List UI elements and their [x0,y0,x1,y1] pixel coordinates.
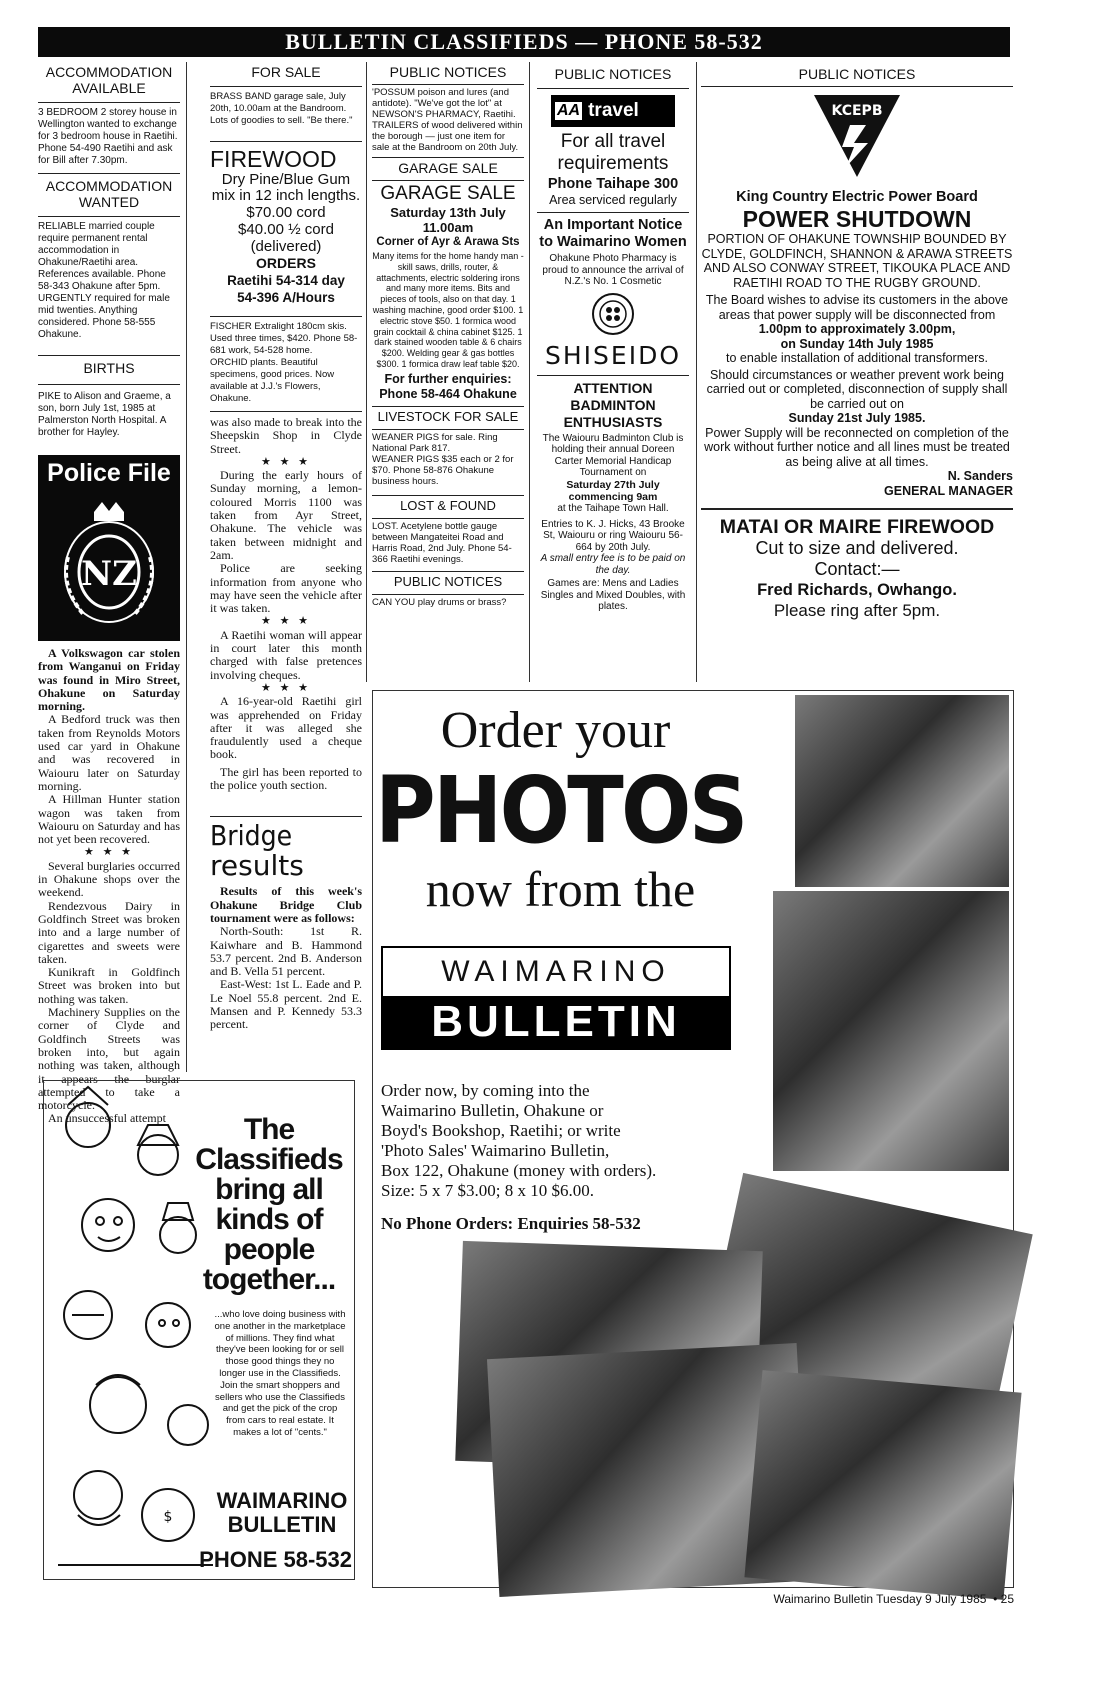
column-public-notices-2 [537,62,689,682]
section-heading-livestock: LIVESTOCK FOR SALE [377,408,519,424]
matai-title: MATAI OR MAIRE FIREWOOD [719,516,995,538]
kcepb-logo-text: KCEPB [831,103,883,119]
separator-stars: ★ ★ ★ [260,455,312,468]
badminton-place: at the Taihape Town Hall. [557,502,669,514]
police-file-title: Police File [47,459,171,487]
police-crest-icon [54,497,164,627]
classifieds-banner: BULLETIN CLASSIFIEDS — PHONE 58-532 [38,27,1010,57]
story-paragraph: Kunikraft in Goldfinch Street was broken into but nothing was taken. [38,965,180,1006]
shutdown-advice: The Board wishes to advise its customers in the above areas that power supply will be disconnected from [705,293,1009,322]
headline-line: together... [202,1263,336,1296]
police-file-box [38,455,180,641]
body-line: Box 122, Ohakune (money with orders). [381,1161,657,1180]
column-accommodation [38,62,180,1126]
classified-ad: CAN YOU play drums or brass? [372,596,507,608]
body-line: Size: 5 x 7 $3.00; 8 x 10 $6.00. [381,1181,594,1200]
classified-ad: ORCHID plants. Beautiful specimens, good prices. Now available at J.J.'s Flowers, Ohakune. [210,357,335,404]
section-heading-public-notices: PUBLIC NOTICES [389,64,507,80]
classifieds-promo-ad [43,1080,355,1580]
classifieds-publication-name [216,1489,348,1537]
badminton-title: ATTENTION BADMINTON ENTHUSIASTS [563,379,663,430]
body-line: 'Photo Sales' Waimarino Bulletin, [381,1141,610,1160]
badminton-text: The Waiouru Badminton Club is holding their annual Doreen Carter Memorial Handicap Tournament on [542,432,684,478]
girls-photo [773,891,1009,1171]
column-public-notices-1 [372,62,524,682]
garage-sale-place: Corner of Ayr & Arawa Sts [376,236,520,248]
body-line: Waimarino Bulletin, Ohakune or [381,1101,604,1120]
section-heading-public-notices: PUBLIC NOTICES [798,66,916,82]
headline-line: people [223,1233,315,1266]
shutdown-reconnect: Power Supply will be reconnected on completion of the work without further notice and all lines must be treated as being alive at all times. [704,425,1010,469]
garage-sale-enquiries: For further enquiries: [384,371,512,386]
firewood-line: Raetihi 54-314 day [227,273,345,288]
shutdown-weather: Should circumstances or weather prevent work being carried out or completed, disconnection of supply shall be carried out on [706,367,1008,411]
matai-firewood-ad [701,516,1013,621]
aa-travel-word: travel [588,100,639,121]
firewood-line: 54-396 A/Hours [237,290,335,305]
shutdown-time: 1.00pm to approximately 3.00pm, [758,322,956,336]
firewood-ad [210,146,362,306]
shutdown-date: on Sunday 14th July 1985 [780,336,934,351]
firewood-line: (delivered) [250,238,322,255]
story-lead: A Volkswagon car stolen from Wanganui on Friday was found in Miro Street, Ohakune on Saturday morning. [38,646,180,714]
headline-line: kinds of [215,1203,323,1236]
police-file-story-continued [210,416,362,792]
aa-logo-icon: AA [557,102,581,119]
masthead-bulletin: BULLETIN [383,996,729,1048]
classified-ad: 'POSSUM poison and lures (and antidote). "We've got the lot" at NEWSON'S PHARMACY, Raetihi. [372,87,516,120]
section-heading-public-notices: PUBLIC NOTICES [554,66,672,82]
bulletin-masthead [381,946,731,1050]
photos-ad-line-3: now from the [425,861,696,917]
body-line: Boyd's Bookshop, Raetihi; or write [381,1121,621,1140]
badminton-ad [537,380,689,613]
signature-title: GENERAL MANAGER [884,483,1013,498]
power-shutdown-notice [701,89,1013,498]
section-heading-lost-found: LOST & FOUND [400,497,496,513]
matai-line: Contact:— [814,559,900,579]
story-paragraph: A Raetihi woman will appear in court later this month charged with false pretences involving cheques. [210,627,362,682]
story-paragraph: The girl has been reported to the police youth section. [210,764,362,793]
bridge-results [210,821,362,1031]
publication-name-line: WAIMARINO [216,1488,348,1513]
garage-sale-phone: Phone 58-464 Ohakune [379,386,517,401]
aa-travel-area: Area serviced regularly [549,193,677,207]
section-heading-births: BIRTHS [83,360,135,376]
column-public-notices-3 [701,62,1013,682]
aa-travel-line: For all travel requirements [557,131,669,174]
story-paragraph: was also made to break into the Sheepskin Shop in Clyde Street. [210,415,362,456]
classified-ad: RELIABLE married couple require permanent rental accommodation in Ohakune/Raetihi area. References available. Phone 58-343 Ohakune after 5pm. [38,221,166,292]
shutdown-area: PORTION OF OHAKUNE TOWNSHIP BOUNDED BY CLYDE, GOLDFINCH, SHANNON & ARAWA STREETS AND ALSO CONWAY STREET, TIKOUKA PLACE AND RAETIHI ROAD TO THE RUGBY GROUND. [701,232,1013,290]
aa-travel-logo [551,95,675,127]
signature-name: N. Sanders [947,469,1013,483]
no-phone-orders: No Phone Orders: Enquiries 58-532 [381,1214,641,1233]
classified-ad: LOST. Acetylene bottle gauge between Mangateitei Road and Harris Road, 2nd July. Phone 54-366 Raetihi evenings. [372,520,512,565]
classified-ad: FISCHER Extralight 180cm skis. Used three times, $420. Phone 58-681 work, 54-528 home. [210,321,358,356]
shutdown-alternate-date: Sunday 21st July 1985. [788,411,926,425]
badminton-date: Saturday 27th July commencing 9am [566,478,660,503]
bridge-result: East-West: 1st L. Eade and P. Le Noel 55.8 percent. 2nd E. Mansen and P. Kennedy 53.3 percent. [210,977,362,1032]
story-paragraph: Several burglaries occurred in Ohakune shops over the weekend. [38,858,180,900]
garage-sale-ad [372,183,524,402]
woman-smiling-photo [744,1370,1021,1600]
police-file-story [38,647,180,1126]
headline-line: The [243,1113,295,1146]
classified-ad: TRAILERS of wood delivered within the borough — just one item for sale at the Bandroom on 20th July. [372,120,523,153]
photos-ad-line-1: Order your [440,702,671,759]
classified-ad: URGENTLY required for male mid twenties. Anything considered. Phone 58-555 Ohakune. [38,293,170,340]
matai-line: Please ring after 5pm. [773,601,941,620]
garage-sale-date: Saturday 13th July [390,205,506,220]
story-paragraph: A 16-year-old Raetihi girl was apprehended on Friday after it was alleged she fraudulently used a cheque book. [210,694,362,762]
page-footer: Waimarino Bulletin Tuesday 9 July 1985 • 25 [773,1592,1014,1606]
separator-stars: ★ ★ ★ [260,615,312,628]
story-paragraph: Rendezvous Dairy in Goldfinch Street was broken into and a large number of cigarettes and sweets were taken. [38,898,180,966]
bridge-title: results [210,849,304,883]
shiseido-wordmark: SHISEIDO [544,340,681,370]
badminton-fee: A small entry fee is to be paid on the day. [540,553,686,576]
photos-ad-headline: PHOTOS [375,757,746,864]
svg-text:$: $ [163,1509,173,1525]
shiseido-ad [537,217,689,371]
classified-ad: BRASS BAND garage sale, July 20th, 10.00am at the Bandroom. Lots of goodies to sell. "Be there." [210,91,353,126]
section-heading-accommodation-available: ACCOMMODATION AVAILABLE [45,64,173,96]
aa-travel-phone: Phone Taihape 300 [547,176,679,192]
section-heading-public-notices: PUBLIC NOTICES [393,573,503,589]
firewood-line: Dry Pine/Blue Gum mix in 12 inch lengths. [211,171,361,204]
section-heading-accommodation-wanted: ACCOMMODATION WANTED [45,178,173,210]
story-paragraph: A Hillman Hunter station wagon was taken from Waiouru on Saturday and has not yet been recovered. [38,792,180,847]
garage-sale-items: Many items for the home handy man - skill saws, drills, router, & attachments, electric soldering irons and many more items. Bits and pieces of tools, also on that day. 1 washing machine, good order $100. 1 electric stove $50. 1 formica wood grain cocktail & china cabinet $125. 1 dark stained wooden table & 6 chairs $200. Welding gear & gas bottles $300. 1 formica draw leaf table $20. [372,251,524,369]
story-paragraph: Police are seeking information from anyone who may have seen the vehicle after it was taken. [210,561,362,616]
badminton-entries: Entries to K. J. Hicks, 43 Brooke St, Waiouru or ring Waiouru 56-664 by 20th July. [541,518,685,553]
separator-stars: ★ ★ ★ [260,681,312,694]
svg-text:NZ: NZ [81,554,137,594]
bridge-result: North-South: 1st R. Kaiwhare and B. Hammond 53.7 percent. 2nd B. Anderson and B. Vella 51 percent. [210,924,362,979]
bridge-title: Bridge [210,819,293,853]
classifieds-headline [189,1115,349,1295]
story-paragraph: An unsuccessful attempt [48,1111,166,1126]
classifieds-body: ...who love doing business with one another in the marketplace of millions. They find what they've been looking for or sell those good things they no longer use in the Classifieds. Join the smart shoppers and sellers who use the Classifieds and get the pick of the crop from cars to real estate. It makes a lot of "cents." [214,1309,346,1438]
bridge-lead: Results of this week's Ohakune Bridge Club tournament were as follows: [210,884,362,925]
firewood-line: $40.00 ½ cord [238,221,334,238]
shutdown-title: POWER SHUTDOWN [742,206,972,232]
birth-notice: PIKE to Alison and Graeme, a son, born July 1st, 1985 at Palmerston North Hospital. A brother for Hayley. [38,391,171,438]
firewood-line: $70.00 cord [246,204,326,221]
matai-contact: Fred Richards, Owhango. [757,581,957,599]
photos-ad-body [381,1081,761,1201]
shutdown-purpose: to enable installation of additional transformers. [726,351,988,365]
section-heading-for-sale: FOR SALE [251,64,321,80]
school-children-photo [795,695,1009,887]
badminton-games: Games are: Mens and Ladies Singles and Mixed Doubles, with plates. [540,578,686,612]
classified-ad: 3 BEDROOM 2 storey house in Wellington wanted to exchange for 3 bedroom house in Raetihi. Phone 54-490 Raetihi and ask for Bill after 7.30pm. [38,107,178,166]
aa-travel-ad [537,95,689,208]
classifieds-phone: PHONE 58-532 [199,1547,352,1572]
kcepb-logo-icon [810,91,904,181]
masthead-waimarino: WAIMARINO [441,955,671,988]
classified-ad: WEANER PIGS $35 each or 2 for $70. Phone 58-876 Ohakune business hours. [372,453,514,487]
garage-sale-title: GARAGE SALE [380,183,516,204]
matai-line: Cut to size and delivered. [755,538,959,558]
headline-line: bring all [215,1173,323,1206]
publication-name-line: BULLETIN [227,1512,337,1537]
headline-line: Classifieds [195,1143,343,1176]
garage-sale-time: 11.00am [422,220,474,235]
firewood-title: FIREWOOD [210,146,337,172]
order-photos-ad [372,690,1014,1588]
story-paragraph: During the early hours of Sunday morning, a lemon-coloured Morris 1100 was taken from Ayr Street, Ohakune. The vehicle was taken between midnight and 2am. [210,468,362,562]
firewood-line: ORDERS [256,255,316,271]
separator-stars: ★ ★ ★ [83,846,135,859]
body-line: Order now, by coming into the [381,1081,590,1100]
column-for-sale [210,62,362,1070]
board-name: King Country Electric Power Board [736,189,978,205]
notice-title: An Important Notice to Waimarino Women [539,217,687,250]
story-paragraph: A Bedford truck was then taken from Reynolds Motors used car yard in Ohakune and was recovered in Waiouru later on Saturday morning. [38,712,180,793]
section-heading-garage-sale: GARAGE SALE [398,160,498,176]
story-paragraph: Machinery Supplies on the corner of Clyde and Goldfinch Streets was broken into, but again nothing was taken, although it appears the burglar attempted to take a motorcycle. [38,1005,180,1113]
notice-text: Ohakune Photo Pharmacy is proud to announce the arrival of N.Z.'s No. 1 Cosmetic [542,253,684,287]
classified-ad: WEANER PIGS for sale. Ring National Park 817. [372,431,498,454]
shiseido-logo-icon [591,292,635,336]
